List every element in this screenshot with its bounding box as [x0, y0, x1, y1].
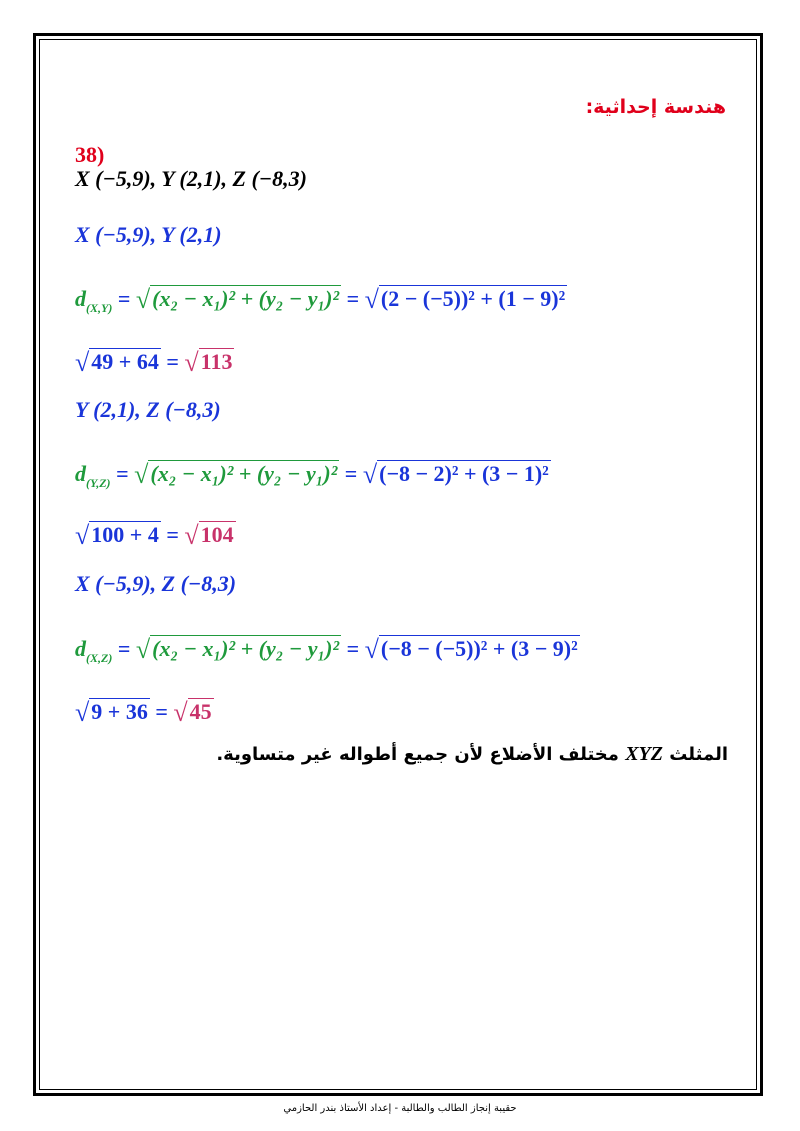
distance-xy-formula	[75, 283, 567, 316]
equals-sign: =	[344, 461, 358, 486]
simplify-xz	[75, 696, 214, 726]
conclusion-after: مختلف الأضلاع لأن جميع أطواله غير متساوية.	[216, 744, 619, 765]
pair-xz-text: X (−5,9), Z (−8,3)	[75, 571, 237, 596]
substituted-root-xz: √(−8 − (−5))² + (3 − 9)²	[364, 635, 578, 664]
pair-xz-heading	[75, 571, 236, 597]
distance-yz-formula	[75, 458, 551, 491]
distance-yz-label: $d_{(Y,Z)}$	[75, 461, 111, 490]
conclusion-text	[216, 743, 728, 766]
distance-xy-label: $d_{(X,Y)}$	[75, 286, 113, 315]
pair-yz-heading	[75, 397, 221, 423]
result-root-xy: √113	[184, 348, 233, 377]
result-root-yz: √104	[184, 521, 234, 550]
problem-number: 38)	[75, 142, 105, 167]
general-formula-root: √(x₂ − x₁)² + (y₂ − y₁)²	[135, 635, 340, 664]
result-root-xz: √45	[173, 698, 212, 727]
equals-sign: =	[117, 636, 131, 661]
equals-sign: =	[346, 636, 360, 661]
equals-sign: =	[166, 522, 179, 547]
equals-sign: =	[346, 286, 360, 311]
conclusion-before: المثلث	[669, 744, 728, 765]
equals-sign: =	[166, 349, 179, 374]
general-formula-root: √(x₂ − x₁)² + (y₂ − y₁)²	[134, 460, 338, 489]
sum-root-xz: √9 + 36	[75, 698, 148, 727]
distance-xz-label: $d_{(X,Z)}$	[75, 636, 113, 665]
general-formula-root: √(x₂ − x₁)² + (y₂ − y₁)²	[135, 285, 340, 314]
points-given	[75, 166, 307, 192]
simplify-yz	[75, 519, 236, 549]
pair-xy-heading	[75, 222, 222, 248]
section-heading: هندسة إحداثية:	[585, 96, 726, 118]
substituted-root-xy: √(2 − (−5))² + (1 − 9)²	[364, 285, 566, 314]
pair-xy-text: X (−5,9), Y (2,1)	[75, 222, 222, 247]
equals-sign: =	[117, 286, 131, 311]
simplify-xy	[75, 346, 234, 376]
sum-root-xy: √49 + 64	[75, 348, 159, 377]
page-footer: حقيبة إنجاز الطالب والطالبة - إعداد الأستاذ بندر الحازمي	[283, 1103, 517, 1114]
pair-yz-text: Y (2,1), Z (−8,3)	[75, 397, 221, 422]
sum-root-yz: √100 + 4	[75, 521, 159, 550]
substituted-root-yz: √(−8 − 2)² + (3 − 1)²	[362, 460, 549, 489]
triangle-name: XYZ	[625, 743, 663, 765]
distance-xz-formula	[75, 633, 580, 666]
page-border-inner	[39, 39, 757, 1090]
equals-sign: =	[155, 699, 168, 724]
equals-sign: =	[116, 461, 129, 486]
points-all-text: X (−5,9), Y (2,1), Z (−8,3)	[75, 166, 307, 191]
